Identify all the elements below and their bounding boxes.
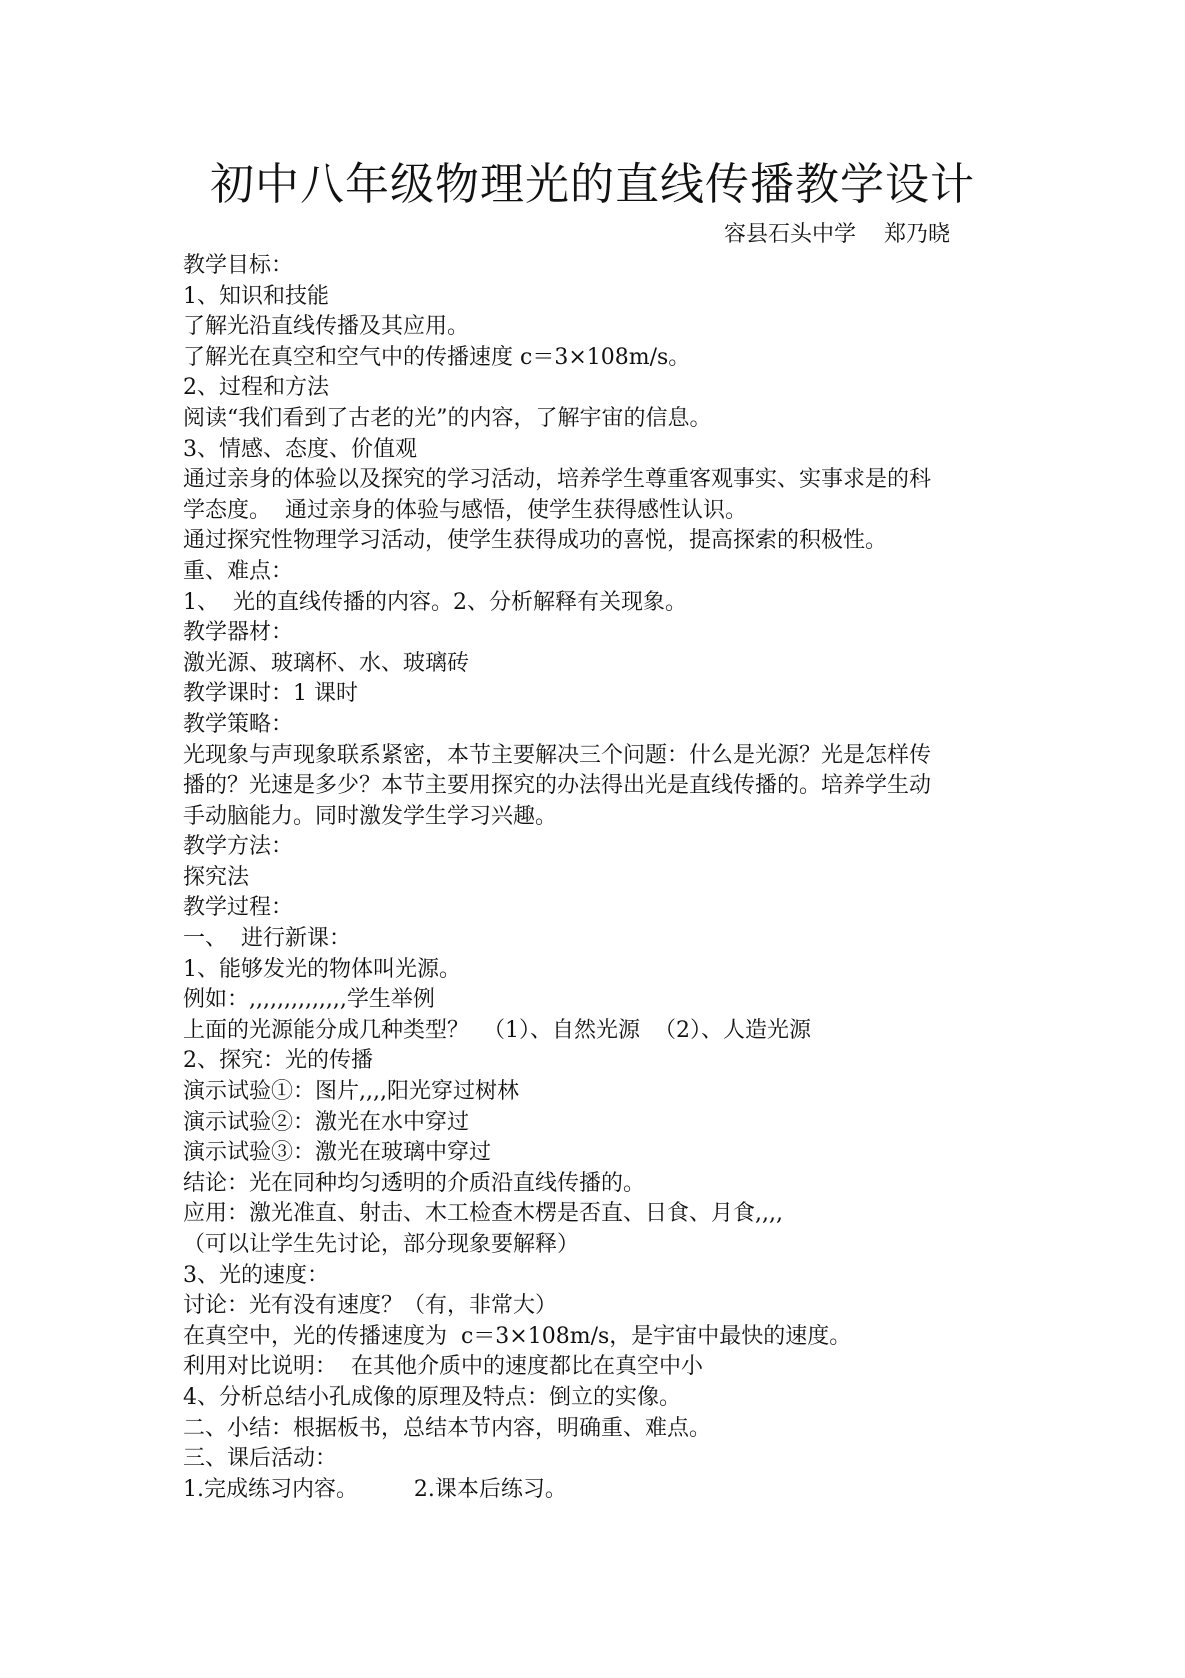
text-line: 上面的光源能分成几种类型？ （1）、自然光源 （2）、人造光源: [183, 1017, 811, 1043]
text-line: 了解光沿直线传播及其应用。: [183, 314, 470, 340]
text-line: 光现象与声现象联系紧密，本节主要解决三个问题：什么是光源？光是怎样传: [183, 742, 932, 768]
text-line: 3、光的速度：: [183, 1262, 329, 1288]
text-line: 阅读“我们看到了古老的光”的内容，了解宇宙的信息。: [183, 405, 712, 431]
document-body: [183, 251, 1013, 1505]
text-line: 演示试验③：激光在玻璃中穿过: [183, 1140, 492, 1166]
text-line: 教学策略：: [183, 711, 294, 737]
text-line: 1、 光的直线传播的内容。2、分析解释有关现象。: [183, 589, 687, 615]
text-line: 演示试验①：图片,,,,阳光穿过树林: [183, 1079, 519, 1105]
text-line: 利用对比说明： 在其他介质中的速度都比在真空中小: [183, 1354, 703, 1380]
text-line: 教学方法：: [183, 834, 294, 860]
text-line: 例如：,,,,,,,,,,,,,,学生举例: [183, 987, 435, 1013]
author-line: 容县石头中学 郑乃晓: [724, 222, 950, 247]
text-line: （可以让学生先讨论，部分现象要解释）: [183, 1232, 580, 1257]
text-line: 应用：激光准直、射击、木工检查木楞是否直、日食、月食,,,,: [183, 1201, 783, 1227]
text-line: 三、课后活动：: [183, 1446, 338, 1472]
text-line: 探究法: [183, 864, 250, 890]
text-line: 结论：光在同种均匀透明的介质沿直线传播的。: [183, 1170, 646, 1196]
text-line: 手动脑能力。同时激发学生学习兴趣。: [183, 803, 558, 829]
text-line: 一、 进行新课：: [183, 926, 351, 952]
text-line: 通过亲身的体验以及探究的学习活动，培养学生尊重客观事实、实事求是的科: [183, 467, 932, 493]
text-line: 讨论：光有没有速度？（有，非常大）: [183, 1293, 558, 1319]
text-line: 重、难点：: [183, 558, 294, 584]
text-line: 1、知识和技能: [183, 283, 329, 309]
text-line: 1、能够发光的物体叫光源。: [183, 956, 461, 982]
document-title: 初中八年级物理光的直线传播教学设计: [210, 159, 975, 210]
text-line: 播的？光速是多少？本节主要用探究的办法得出光是直线传播的。培养学生动: [183, 773, 932, 799]
text-line: 教学过程：: [183, 895, 294, 921]
text-line: 了解光在真空和空气中的传播速度 c＝3×108m/s。: [183, 344, 691, 370]
text-line: 二、小结：根据板书，总结本节内容，明确重、难点。: [183, 1415, 712, 1441]
text-line: 通过探究性物理学习活动，使学生获得成功的喜悦，提高探索的积极性。: [183, 528, 888, 554]
text-line: 学态度。 通过亲身的体验与感悟，使学生获得感性认识。: [183, 497, 747, 523]
text-line: 教学器材：: [183, 620, 294, 646]
text-line: 3、情感、态度、价值观: [183, 436, 417, 462]
text-line: 激光源、玻璃杯、水、玻璃砖: [183, 650, 470, 676]
text-line: 演示试验②：激光在水中穿过: [183, 1109, 470, 1135]
text-line: 教学课时：1 课时: [183, 681, 358, 707]
text-line: 2、过程和方法: [183, 375, 329, 401]
text-line: 教学目标：: [183, 253, 294, 278]
text-line: 在真空中，光的传播速度为 c＝3×108m/s，是宇宙中最快的速度。: [183, 1323, 852, 1349]
text-line: 1.完成练习内容。 2.课本后练习。: [183, 1476, 567, 1502]
text-line: 4、分析总结小孔成像的原理及特点：倒立的实像。: [183, 1384, 681, 1410]
text-line: 2、探究：光的传播: [183, 1048, 373, 1074]
